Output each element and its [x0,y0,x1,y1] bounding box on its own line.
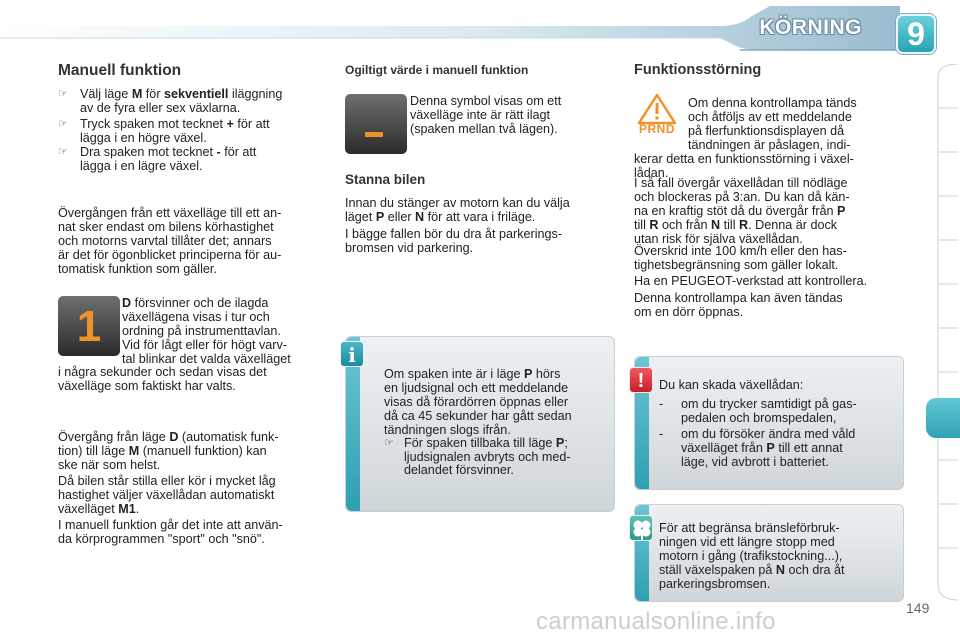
paragraph-d-to-m: Övergång från läge D (automatisk funk- tion) till läge M (manuell funktion) kan ske när som helst. [58,430,279,472]
pointing-hand-icon: ☞ [58,88,68,100]
pointing-hand-icon: ☞ [384,437,394,449]
paragraph-rpm-warning: Vid för lågt eller för högt varv- tal blinkar det valda växelläget [122,338,291,366]
paragraph-sport-snow: I manuell funktion går det inte att använ- da körprogrammen "sport" och "snö". [58,518,283,546]
paragraph-stop-2: I bägge fallen bör du dra åt parkerings- bromsen vid parkering. [345,227,563,255]
paragraph-speed-limit: Överskrid inte 100 km/h eller den has- tighetsbegränsning som gäller lokalt. [634,244,847,272]
paragraph-malfunction-intro: Om denna kontrollampa tänds och åtföljs av ett meddelande på flerfunktionsdisplayen då tändningen är påslagen, indi- [688,96,857,152]
gear-display-icon: 1 [58,296,120,356]
chapter-title: KÖRNING [759,16,862,39]
heading-malfunction: Funktionsstörning [634,62,762,78]
paragraph-stop-1: Innan du stänger av motorn kan du välja läget P eller N för att vara i friläge. [345,196,570,224]
paragraph-peugeot-workshop: Ha en PEUGEOT-verkstad att kontrollera. [634,274,868,288]
paragraph-emergency-mode: I så fall övergår växellådan till nödläge och blockeras på 3:an. Du kan då kän- na en kraftig stöt då du övergår från P till R och från N till R. Denna är dock utan risk för själva växellådan. [634,176,850,246]
active-chapter-tab[interactable] [926,398,960,438]
page-header [0,0,960,60]
pointing-hand-icon: ☞ [58,118,68,130]
heading-manual-function: Manuell funktion [58,62,182,79]
prnd-warning-lamp-icon: PRND [634,92,680,138]
paragraph-low-speed: Då bilen står stilla eller kör i mycket låg hastighet väljer växellådan automatiskt växelläget M1. [58,474,276,516]
warning-title: Du kan skada växellådan: [659,378,804,392]
pointing-hand-icon: ☞ [58,146,68,158]
paragraph-symbol: Denna symbol visas om ett växelläge inte är rätt ilagt (spaken mellan två lägen). [410,94,562,136]
page-number: 149 [906,600,930,616]
paragraph-d-disappears: D försvinner och de ilagda växellägena visas i tur och ordning på instrumenttavlan. [122,296,281,338]
eco-tip-text: För att begränsa bränsleförbruk- ningen vid ett längre stopp med motorn i gång (trafikstockning...), ställ växelspaken på N och dra åt parkeringsbromsen. [659,521,845,591]
chapter-tabs [928,64,960,604]
info-text: Om spaken inte är i läge P hörs en ljudsignal och ett meddelande visas då förardörren öppnas eller då ca 45 sekunder har gått sedan tändningen slogs ifrån. [384,367,572,437]
paragraph-malfunction-intro-cont: kerar detta en funktionsstörning i växel- lådan. [634,152,854,180]
paragraph-rpm-warning-cont: i några sekunder och sedan visas det växelläge som faktiskt har valts. [58,365,267,393]
paragraph-transition: Övergången från ett växelläge till ett an- nat sker endast om bilens körhastighet och motorns varvtal tillåter det; annars är det för ögonblicket principerna för au- tomatisk funktion som gäller. [58,206,282,276]
heading-invalid-value: Ogiltigt värde i manuell funktion [345,63,529,77]
paragraph-door-lamp: Denna kontrollampa kan även tändas om en dörr öppnas. [634,291,843,319]
watermark: carmanualsonline.info [536,608,776,635]
warning-box: ! Du kan skada växellådan: - om du trycker samtidigt på gas- pedalen och bromspedalen, - om du försöker ändra med våld växelläget från P till ett annat läge, vid avbrott i batteriet. [634,356,904,490]
info-icon: i [340,341,364,367]
chapter-number-badge: 9 [896,14,936,54]
exclamation-icon: ! [629,367,653,393]
clover-eco-icon [629,515,653,541]
tab-strip [928,64,960,604]
heading-stop-car: Stanna bilen [345,172,426,187]
info-box: i Om spaken inte är i läge P hörs en ljudsignal och ett meddelande visas då förardörren öppnas eller då ca 45 sekunder har gått sedan tändningen slogs ifrån. ☞ För spaken tillbaka till läge P; ljudsignalen avbryts och med- delandet försvinner. [345,336,615,512]
eco-tip-box [634,504,904,602]
invalid-gear-symbol-icon [345,94,407,154]
